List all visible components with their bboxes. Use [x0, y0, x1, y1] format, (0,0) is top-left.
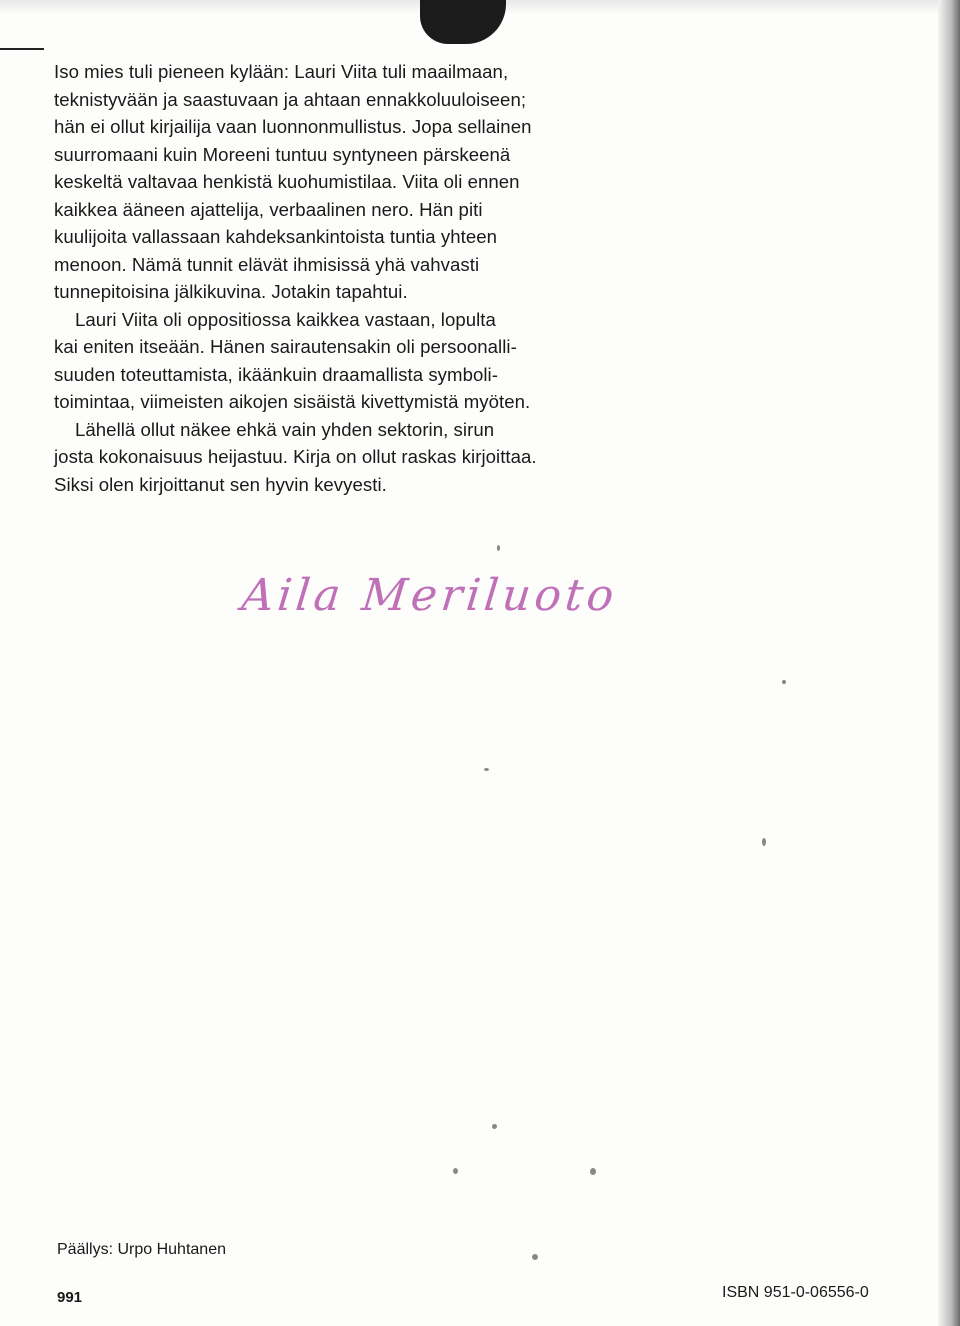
blurb-text — [54, 58, 634, 498]
blurb-line: kai eniten itseään. Hänen sairautensakin oli persoonalli- — [54, 336, 517, 357]
cover-designer-credit: Päällys: Urpo Huhtanen — [57, 1241, 226, 1258]
speck — [762, 838, 766, 846]
page-right-edge — [938, 0, 960, 1326]
handwritten-signature: Aila Meriluoto — [239, 570, 621, 621]
blurb-line: teknistyvään ja saastuvaan ja ahtaan ennakkoluuloiseen; — [54, 88, 527, 110]
speck — [492, 1124, 497, 1129]
blurb-line: Lauri Viita oli oppositiossa kaikkea vastaan, lopulta — [75, 308, 496, 330]
scan-mark — [0, 48, 44, 50]
blurb-line: menoon. Nämä tunnit elävät ihmisissä yhä vahvasti — [54, 253, 480, 275]
product-code: 991 — [57, 1289, 83, 1306]
blurb-line: suuden toteuttamista, ikäänkuin draamallista symboli- — [54, 363, 498, 385]
speck — [484, 768, 489, 771]
speck — [532, 1254, 538, 1260]
speck — [782, 680, 786, 684]
blurb-line: suurromaani kuin Moreeni tuntuu syntyneen pärskeenä — [54, 143, 511, 165]
blurb-line: Siksi olen kirjoittanut sen hyvin kevyesti. — [54, 473, 387, 495]
speck — [453, 1168, 458, 1174]
blurb-line: hän ei ollut kirjailija vaan luonnonmullistus. Jopa sellainen — [54, 116, 532, 137]
blurb-line: Lähellä ollut näkee ehkä vain yhden sektorin, sirun — [75, 418, 495, 440]
blurb-line: josta kokonaisuus heijastuu. Kirja on ollut raskas kirjoittaa. — [54, 446, 537, 467]
blurb-line: kuulijoita vallassaan kahdeksankintoista tuntia yhteen — [54, 226, 498, 247]
ink-blot — [420, 0, 506, 44]
speck — [590, 1168, 596, 1175]
blurb-line: kaikkea ääneen ajattelija, verbaalinen nero. Hän piti — [54, 198, 483, 220]
blurb-line: keskeltä valtavaa henkistä kuohumistilaa. Viita oli ennen — [54, 171, 520, 192]
blurb-line: tunnepitoisina jälkikuvina. Jotakin tapahtui. — [54, 281, 408, 302]
blurb-line: toimintaa, viimeisten aikojen sisäistä kivettymistä myöten. — [54, 391, 531, 412]
isbn: ISBN 951-0-06556-0 — [722, 1284, 869, 1301]
speck — [497, 545, 500, 551]
blurb-line: Iso mies tuli pieneen kylään: Lauri Viita tuli maailmaan, — [54, 61, 509, 82]
